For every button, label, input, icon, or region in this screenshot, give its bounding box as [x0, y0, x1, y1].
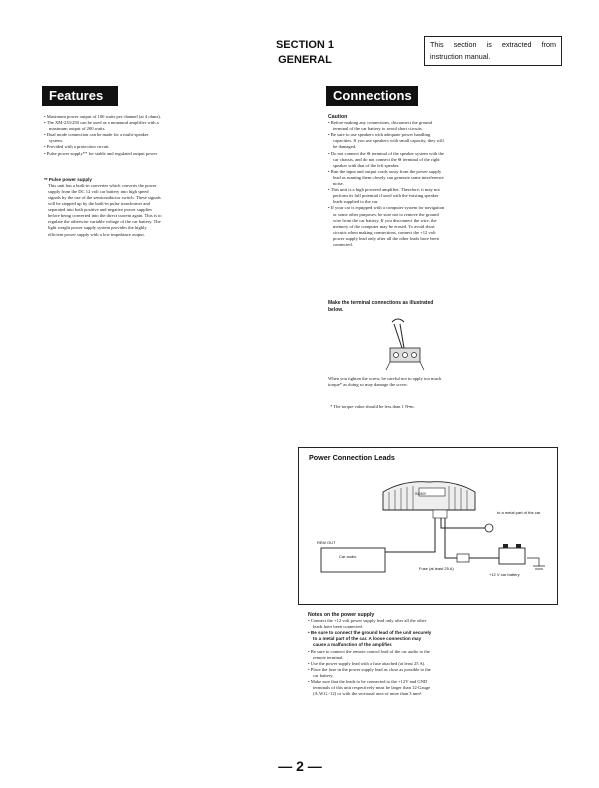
- section-heading: [250, 38, 360, 68]
- pulse-title: ** Pulse power supply: [44, 176, 92, 182]
- page-number: — 2 —: [278, 758, 322, 774]
- connections-banner: Connections: [326, 86, 418, 106]
- caution-item: • Run the input and output cords away from the power supply lead as running them closely can generate some interference noise.: [328, 169, 448, 187]
- caution-item: • Do not connect the ⊖ terminal of the speaker system with the car chassis, and do not connect the ⊖ terminal of the right speaker with that of the left speaker.: [328, 151, 448, 169]
- caution-title: Caution: [328, 114, 348, 120]
- terminal-illustration: [372, 314, 442, 372]
- power-note-item: • Connect the +12 volt power supply lead only after all the other leads have been connected.: [308, 618, 432, 630]
- torque-text: When you tighten the screw, be careful not to apply too much torque* as doing so may damage the screw.: [328, 376, 442, 388]
- label-battery: +12 V car battery: [489, 572, 520, 577]
- amp-brand-label: SONY: [415, 491, 427, 496]
- label-metal-part: to a metal part of the car: [497, 510, 541, 515]
- caution-item: • Be sure to use speakers with adequate power handling capacities. If you use speakers with small capacity, they will be damaged.: [328, 132, 448, 150]
- power-notes-block: [308, 612, 432, 697]
- power-leads-diagram: [299, 448, 557, 604]
- caution-item: • If your car is equipped with a computer system for navigation or some other purposes, be sure not to remove the ground wire from the car battery. If you disconnect the wire, the memory of the computer may be erased. To avoid short circuits when making connections, connect the +12 volt power supply lead only after all the other leads have been connected.: [328, 205, 448, 248]
- features-item: • Provided with a protection circuit.: [44, 144, 162, 150]
- pulse-text: This unit has a built-in converter which converts the power supply from the DC 12 volt car battery into high speed signals by the use of the semiconductor switch. These signals will be stepped up by the built-in pulse transformer and separated into both positive and negative power supplies before being converted into the direct current again. This is to regulate the otherwise variable voltage of the car battery. The light weight power supply system provides the highly efficient power supply with a low impedance output.: [48, 182, 162, 237]
- features-item: • Maximum power output of 100 watts per channel (at 4 ohms).: [44, 114, 162, 120]
- extract-note: This section is extracted from instruction manual.: [424, 36, 562, 66]
- label-car-audio: Car audio: [339, 554, 357, 559]
- power-notes-list: [308, 618, 432, 697]
- caution-block: [328, 114, 448, 248]
- power-note-item: • Make sure that the leads to be connected to the +12V and GND terminals of this unit respectively must be larger than 12-Gauge (A.W.G.-12) or with the sectional area of more than 3 mm².: [308, 679, 432, 697]
- features-item: • Dual mode connection can be made for a multi-speaker system.: [44, 132, 162, 144]
- caution-item: • This unit is a high powered amplifier. Therefore, it may not perform its full potential if used with the existing speaker leads supplied to the car.: [328, 187, 448, 205]
- power-note-item: • Use the power supply lead with a fuse attached (at least 25 A).: [308, 661, 432, 667]
- terminal-title: Make the terminal connections as illustrated below.: [328, 300, 434, 313]
- features-list: [44, 114, 162, 157]
- features-list-block: [44, 114, 162, 238]
- caution-list: [328, 120, 448, 248]
- power-leads-box: [298, 447, 558, 605]
- features-item: • Pulse power supply** for stable and regulated output power: [44, 151, 162, 157]
- label-rem-out: REM OUT: [317, 540, 336, 545]
- section-number: SECTION 1: [275, 39, 335, 51]
- power-note-item: • Be sure to connect the ground lead of the unit securely to a metal part of the car. A loose connection may cause a malfunction of the amplifier.: [308, 630, 432, 648]
- label-fuse: Fuse (at least 25 A): [419, 566, 454, 571]
- power-note-item: • Be sure to connect the remote control lead of the car audio to the remote terminal.: [308, 649, 432, 661]
- features-banner: Features: [42, 86, 118, 106]
- caution-item: • Before making any connections, disconnect the ground terminal of the car battery to avoid short circuits.: [328, 120, 448, 132]
- torque-note: * The torque value should be less than 1 N•m.: [330, 404, 415, 409]
- section-subtitle: GENERAL: [278, 54, 332, 66]
- power-note-item: • Place the fuse in the power supply lead as close as possible to the car battery.: [308, 667, 432, 679]
- power-notes-title: Notes on the power supply: [308, 612, 375, 618]
- features-item: • The XM-235/250 can be used as a monaural amplifier with a maximum output of 200 watts.: [44, 120, 162, 132]
- power-leads-title: Power Connection Leads: [309, 453, 395, 462]
